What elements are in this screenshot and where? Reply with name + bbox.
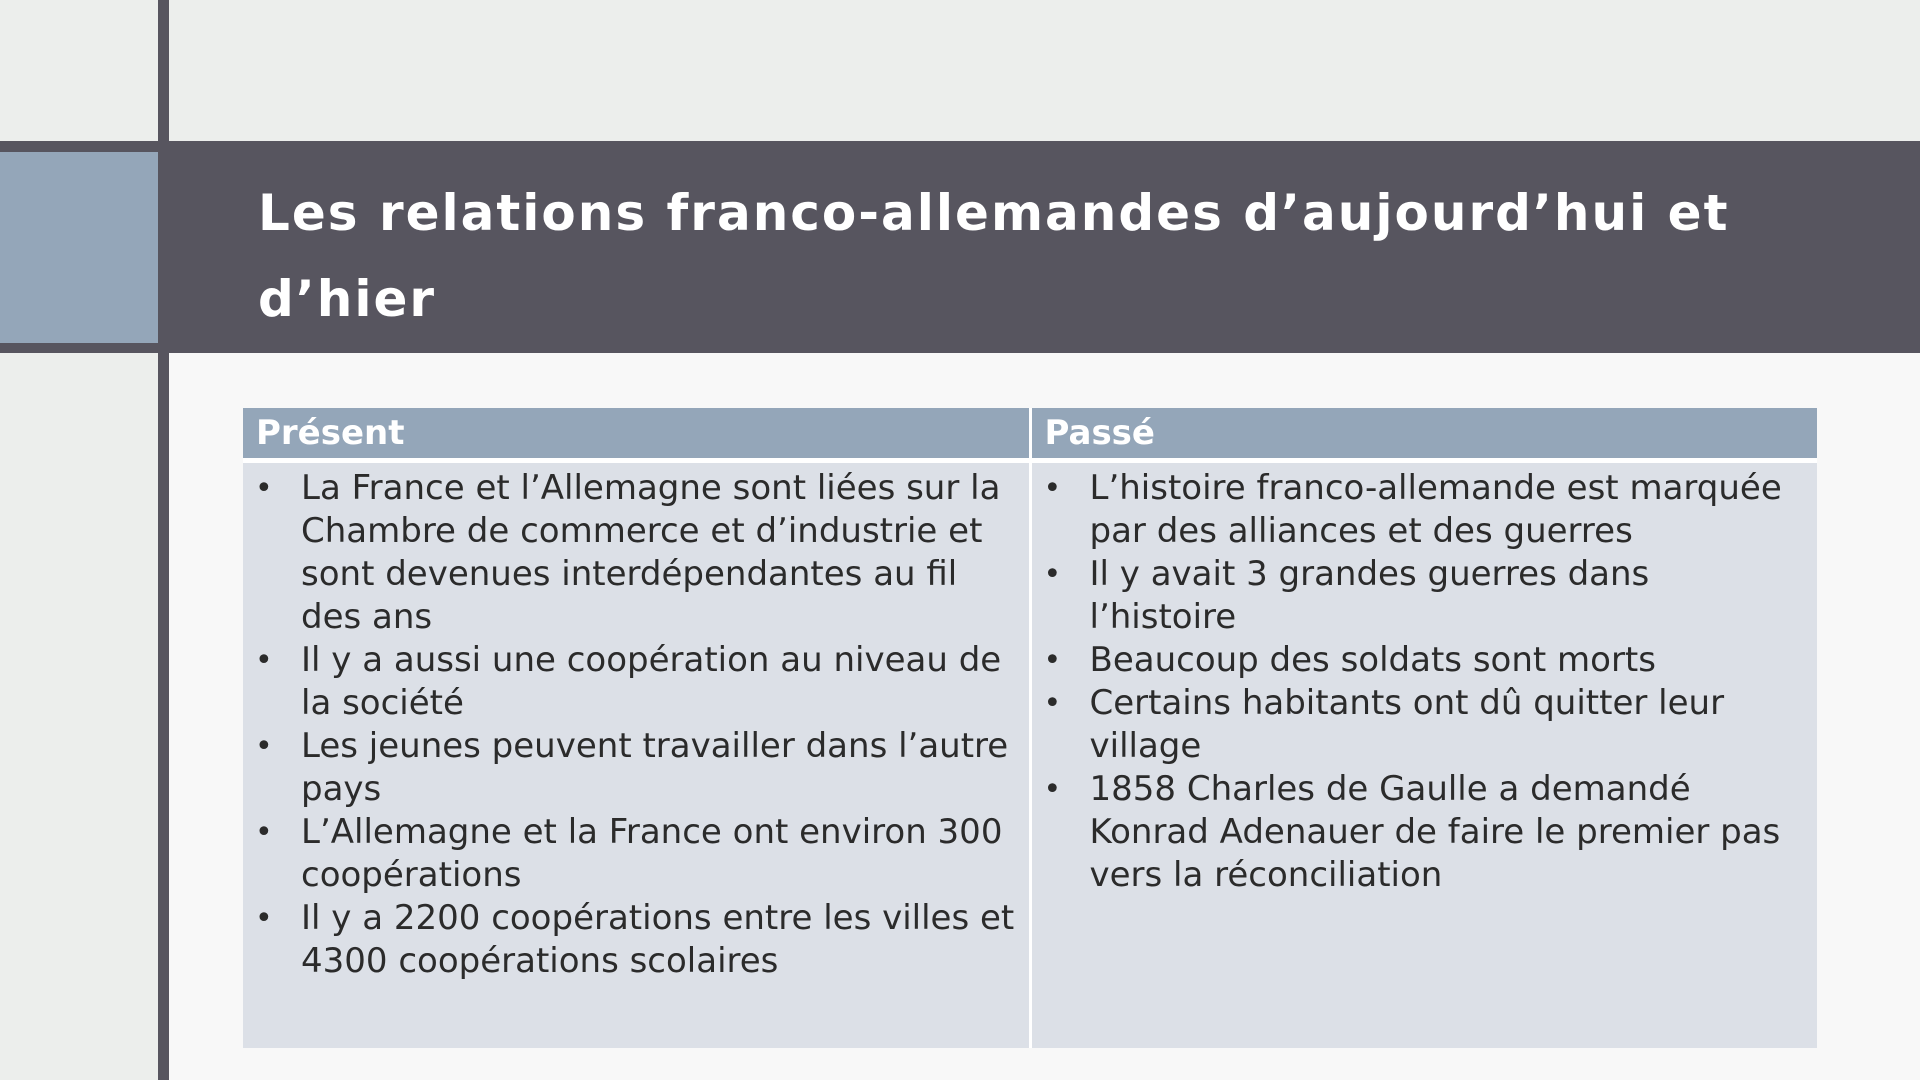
list-item: • 1858 Charles de Gaulle a demandé Konrad Adenauer de faire le premier pas vers la réconciliation xyxy=(1090,768,1804,897)
table-header-row xyxy=(243,408,1817,460)
comparison-table xyxy=(243,408,1817,1048)
top-background xyxy=(0,0,1920,141)
list-item: • Il y a 2200 coopérations entre les villes et 4300 coopérations scolaires xyxy=(301,897,1015,983)
list-item: • Il y a aussi une coopération au niveau de la société xyxy=(301,639,1015,725)
list-item: • L’Allemagne et la France ont environ 300 coopérations xyxy=(301,811,1015,897)
horizontal-divider-bottom xyxy=(0,343,169,353)
past-list xyxy=(1032,467,1804,897)
table-row xyxy=(243,460,1817,1048)
list-item: • Les jeunes peuvent travailler dans l’autre pays xyxy=(301,725,1015,811)
left-background xyxy=(0,353,158,1080)
list-item: • Certains habitants ont dû quitter leur village xyxy=(1090,682,1804,768)
header-present: Présent xyxy=(243,408,1030,460)
header-past: Passé xyxy=(1030,408,1817,460)
slide-title: Les relations franco-allemandes d’aujourd’hui et d’hier xyxy=(258,184,1730,328)
present-cell xyxy=(243,460,1030,1048)
horizontal-divider-top xyxy=(0,141,169,152)
present-list xyxy=(243,467,1015,983)
list-item: • La France et l’Allemagne sont liées sur la Chambre de commerce et d’industrie et sont devenues interdépendantes au fil des ans xyxy=(301,467,1015,639)
past-cell xyxy=(1030,460,1817,1048)
accent-block xyxy=(0,152,158,343)
vertical-divider-bar xyxy=(158,0,169,1080)
list-item: • L’histoire franco-allemande est marquée par des alliances et des guerres xyxy=(1090,467,1804,553)
list-item: • Beaucoup des soldats sont morts xyxy=(1090,639,1804,682)
list-item: • Il y avait 3 grandes guerres dans l’histoire xyxy=(1090,553,1804,639)
